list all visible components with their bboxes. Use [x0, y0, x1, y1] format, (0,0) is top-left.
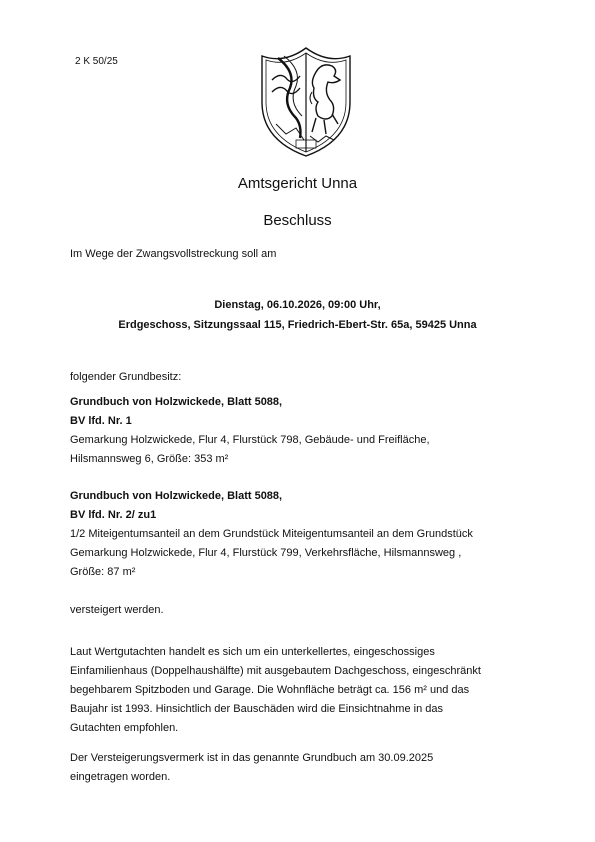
description-line: Gemarkung Holzwickede, Flur 4, Flurstück 799, Verkehrsfläche, Hilsmannsweg ,: [70, 547, 462, 559]
bv-line: BV lfd. Nr. 1: [70, 415, 132, 427]
auction-date: Dienstag, 06.10.2026, 09:00 Uhr,: [214, 299, 381, 311]
description-line: Hilsmannsweg 6, Größe: 353 m²: [70, 453, 229, 465]
description-line: Gemarkung Holzwickede, Flur 4, Flurstück 798, Gebäude- und Freifläche,: [70, 434, 430, 446]
valuation-line: Gutachten empfohlen.: [70, 722, 179, 734]
description-line: Größe: 87 m²: [70, 566, 136, 578]
valuation-line: Laut Wertgutachten handelt es sich um ein unterkellertes, eingeschossiges: [70, 646, 435, 658]
document-title: Beschluss: [263, 212, 332, 229]
description-line: 1/2 Miteigentumsanteil an dem Grundstück Miteigentumsanteil an dem Grundstück: [70, 528, 473, 540]
bv-line: BV lfd. Nr. 2/ zu1: [70, 509, 157, 521]
valuation-paragraph: [70, 643, 530, 738]
property-intro: folgender Grundbesitz:: [70, 371, 182, 383]
valuation-line: Einfamilienhaus (Doppelhaushälfte) mit ausgebautem Dachgeschoss, eingeschränkt: [70, 665, 481, 677]
register-line: Grundbuch von Holzwickede, Blatt 5088,: [70, 490, 283, 502]
valuation-line: begehbarem Spitzboden und Garage. Die Wohnfläche beträgt ca. 156 m² und das: [70, 684, 470, 696]
nrw-coat-of-arms-icon: [256, 42, 356, 158]
court-name: Amtsgericht Unna: [237, 175, 358, 192]
registration-line: eingetragen worden.: [70, 771, 171, 783]
registration-line: Der Versteigerungsvermerk ist in das genannte Grundbuch am 30.09.2025: [70, 752, 434, 764]
property-item: [70, 487, 530, 582]
registration-paragraph: [70, 749, 530, 787]
valuation-line: Baujahr ist 1993. Hinsichtlich der Bauschäden wird die Einsichtnahme in das: [70, 703, 443, 715]
intro-text: Im Wege der Zwangsvollstreckung soll am: [70, 248, 277, 260]
case-number: 2 K 50/25: [75, 56, 118, 67]
auction-location: Erdgeschoss, Sitzungssaal 115, Friedrich-Ebert-Str. 65a, 59425 Unna: [118, 319, 477, 331]
register-line: Grundbuch von Holzwickede, Blatt 5088,: [70, 396, 283, 408]
auctioned-text: versteigert werden.: [70, 604, 164, 616]
property-item: [70, 393, 530, 469]
